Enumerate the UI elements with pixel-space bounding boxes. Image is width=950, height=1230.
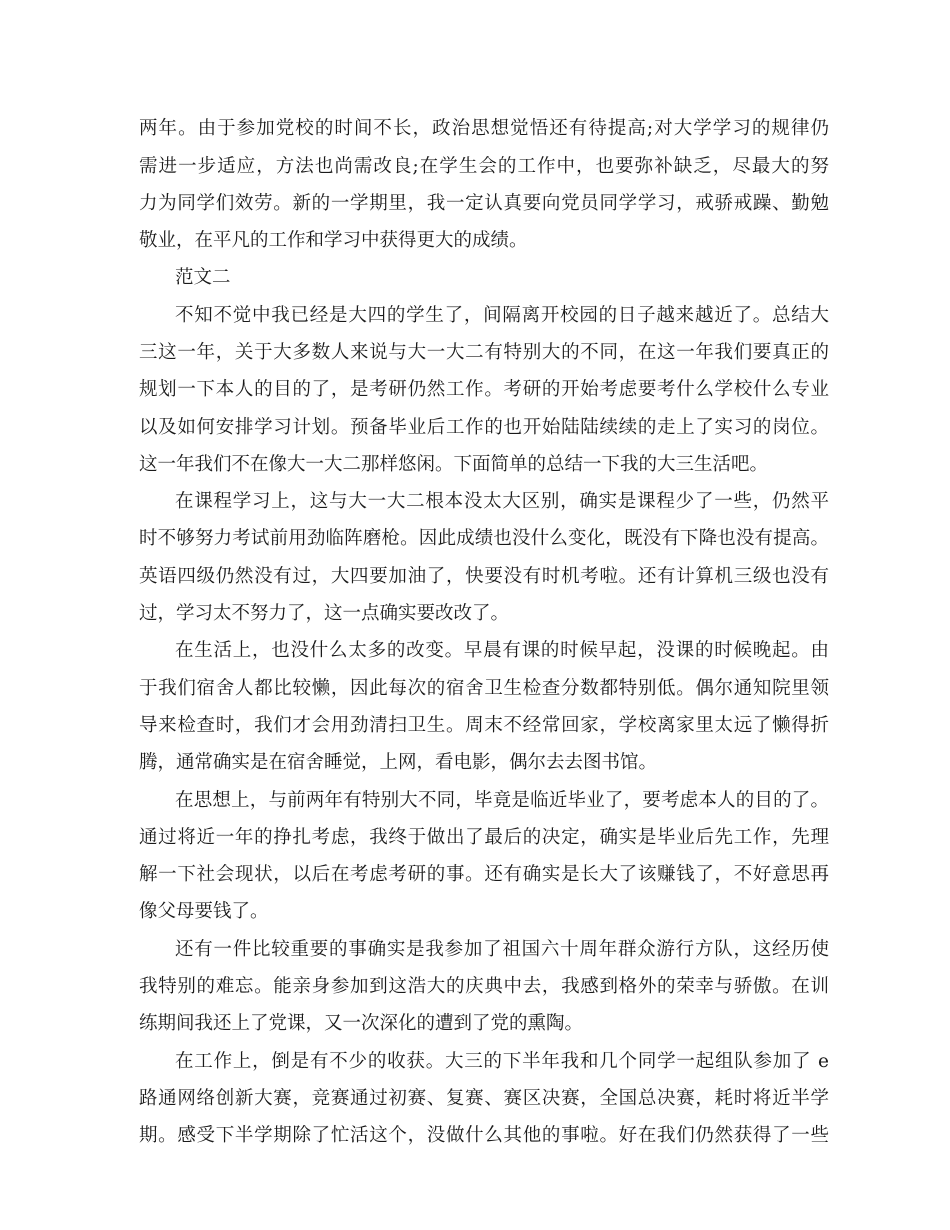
text-line: 英语四级仍然没有过，大四要加油了，快要没有时机考啦。还有计算机三级也没有 [139, 566, 829, 587]
text-line: 时不够努力考试前用劲临阵磨枪。因此成绩也没什么变化，既没有下降也没有提高。 [139, 528, 829, 549]
paragraph-first-line: 在工作上，倒是有不少的收获。大三的下半年我和几个同学一起组队参加了 e [175, 1051, 829, 1072]
text-line: 腾，通常确实是在宿舍睡觉，上网，看电影，偶尔去去图书馆。 [139, 752, 658, 773]
text-line: 导来检查时，我们才会用劲清扫卫生。周末不经常回家，学校离家里太远了懒得折 [139, 715, 829, 736]
paragraph-first-line: 在生活上，也没什么太多的改变。早晨有课的时候早起，没课的时候晚起。由 [175, 640, 829, 661]
text-line: 敬业，在平凡的工作和学习中获得更大的成绩。 [139, 230, 528, 251]
text-line: 这一年我们不在像大一大二那样悠闲。下面简单的总结一下我的大三生活吧。 [139, 454, 769, 475]
text-line: 需进一步适应，方法也尚需改良;在学生会的工作中，也要弥补缺乏，尽最大的努 [139, 156, 829, 177]
text-line: 解一下社会现状，以后在考虑考研的事。还有确实是长大了该赚钱了，不好意思再 [139, 864, 829, 885]
text-line: 通过将近一年的挣扎考虑，我终于做出了最后的决定，确实是毕业后先工作，先理 [139, 827, 829, 848]
paragraph-first-line: 在课程学习上，这与大一大二根本没太大区别，确实是课程少了一些，仍然平 [175, 491, 829, 512]
text-line: 三这一年，关于大多数人来说与大一大二有特别大的不同，在这一年我们要真正的 [139, 342, 829, 363]
section-heading: 范文二 [175, 267, 231, 288]
text-line: 于我们宿舍人都比较懒，因此每次的宿舍卫生检查分数都特别低。偶尔通知院里领 [139, 678, 829, 699]
paragraph-first-line: 在思想上，与前两年有特别大不同，毕竟是临近毕业了，要考虑本人的目的了。 [175, 790, 829, 811]
text-line: 过，学习太不努力了，这一点确实要改改了。 [139, 603, 510, 624]
text-line: 两年。由于参加党校的时间不长，政治思想觉悟还有待提高;对大学学习的规律仍 [139, 118, 829, 139]
text-line: 以及如何安排学习计划。预备毕业后工作的也开始陆陆续续的走上了实习的岗位。 [139, 417, 829, 438]
text-line: 练期间我还上了党课，又一次深化的遭到了党的熏陶。 [139, 1013, 584, 1034]
paragraph-first-line: 还有一件比较重要的事确实是我参加了祖国六十周年群众游行方队，这经历使 [175, 939, 829, 960]
paragraph-first-line: 不知不觉中我已经是大四的学生了，间隔离开校园的日子越来越近了。总结大 [175, 305, 829, 326]
text-line: 期。感受下半学期除了忙活这个，没做什么其他的事啦。好在我们仍然获得了一些 [139, 1125, 829, 1146]
text-line: 像父母要钱了。 [139, 901, 269, 922]
text-line: 路通网络创新大赛，竞赛通过初赛、复赛、赛区决赛，全国总决赛，耗时将近半学 [139, 1088, 829, 1109]
text-line: 我特别的难忘。能亲身参加到这浩大的庆典中去，我感到格外的荣幸与骄傲。在训 [139, 976, 829, 997]
text-line: 规划一下本人的目的了，是考研仍然工作。考研的开始考虑要考什么学校什么专业 [139, 379, 829, 400]
text-line: 力为同学们效劳。新的一学期里，我一定认真要向党员同学学习，戒骄戒躁、勤勉 [139, 193, 829, 214]
